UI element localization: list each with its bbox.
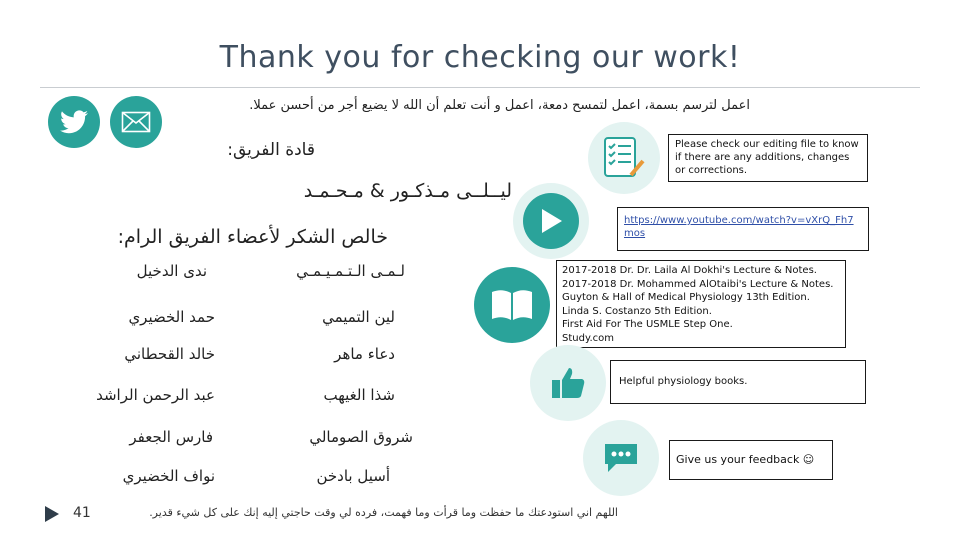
feedback-note: Give us your feedback ☺ bbox=[669, 440, 833, 480]
video-link[interactable]: https://www.youtube.com/watch?v=vXrQ_Fh7mos bbox=[624, 215, 854, 239]
leaders-names: ليــلــى مـذكـور & مـحـمـد bbox=[303, 180, 512, 202]
play-button[interactable] bbox=[513, 183, 589, 259]
member-right-5: شروق الصومالي bbox=[309, 428, 413, 446]
twitter-icon bbox=[60, 110, 88, 134]
thanks-heading: خالص الشكر لأعضاء الفريق الرام: bbox=[117, 226, 388, 248]
member-left-5: فارس الجعفر bbox=[129, 428, 213, 446]
lecture-line: 2017-2018 Dr. Dr. Laila Al Dokhi's Lecture & Notes. bbox=[562, 265, 817, 276]
book-icon bbox=[490, 288, 534, 322]
feedback-button[interactable] bbox=[583, 420, 659, 496]
member-right-3: دعاء ماهر bbox=[334, 345, 395, 363]
title-divider bbox=[40, 87, 920, 88]
lecture-line: Guyton & Hall of Medical Physiology 13th Edition. bbox=[562, 292, 810, 303]
next-slide-arrow-icon[interactable] bbox=[45, 506, 59, 522]
member-left-6: نواف الخضيري bbox=[122, 467, 215, 485]
play-icon bbox=[539, 208, 563, 234]
member-right-4: شذا الغيهب bbox=[323, 386, 395, 404]
leaders-heading: قادة الفريق: bbox=[227, 140, 315, 160]
page-number: 41 bbox=[73, 505, 91, 521]
books-note: Helpful physiology books. bbox=[610, 360, 866, 404]
lecture-line: Study.com bbox=[562, 332, 614, 344]
lecture-line: First Aid For The USMLE Step One. bbox=[562, 319, 733, 330]
page-title: Thank you for checking our work! bbox=[219, 40, 741, 75]
member-left-2: حمد الخضيري bbox=[128, 308, 215, 326]
member-left-3: خالد القحطاني bbox=[124, 345, 215, 363]
feedback-icon bbox=[602, 440, 640, 476]
lectures-box bbox=[556, 260, 846, 348]
mail-button[interactable] bbox=[110, 96, 162, 148]
thumbs-up-icon bbox=[550, 366, 586, 400]
lecture-line: Linda S. Costanzo 5th Edition. bbox=[562, 305, 712, 317]
mail-icon bbox=[121, 111, 151, 133]
checklist-icon bbox=[601, 135, 647, 181]
footer-prayer: اللهم اني استودعتك ما حفظت وما قرأت وما فهمت، فرده لي وقت حاجتي إليه إنك على كل شيء قدير. bbox=[149, 506, 618, 519]
quote-text: اعمل لترسم بسمة، اعمل لتمسح دمعة، اعمل و أنت تعلم أن الله لا يضيع أجر من أحسن عملا. bbox=[249, 98, 750, 113]
thumbs-up-wrap bbox=[530, 345, 606, 421]
editing-file-note: Please check our editing file to know if there are any additions, changes or corrections. bbox=[668, 134, 868, 182]
member-left-1: ندى الدخيل bbox=[136, 262, 207, 280]
member-left-4: عبد الرحمن الراشد bbox=[96, 386, 215, 404]
lecture-line: 2017-2018 Dr. Mohammed AlOtaibi's Lecture & Notes. bbox=[562, 278, 834, 290]
book-icon-wrap bbox=[474, 267, 550, 343]
member-right-1: لـمـى الـتـمـيـمـي bbox=[296, 262, 405, 280]
member-right-2: لين التميمي bbox=[322, 308, 395, 326]
checklist-icon-wrap bbox=[588, 122, 660, 194]
video-link-box bbox=[617, 207, 869, 251]
twitter-button[interactable] bbox=[48, 96, 100, 148]
member-right-6: أسيل بادخن bbox=[316, 467, 390, 485]
